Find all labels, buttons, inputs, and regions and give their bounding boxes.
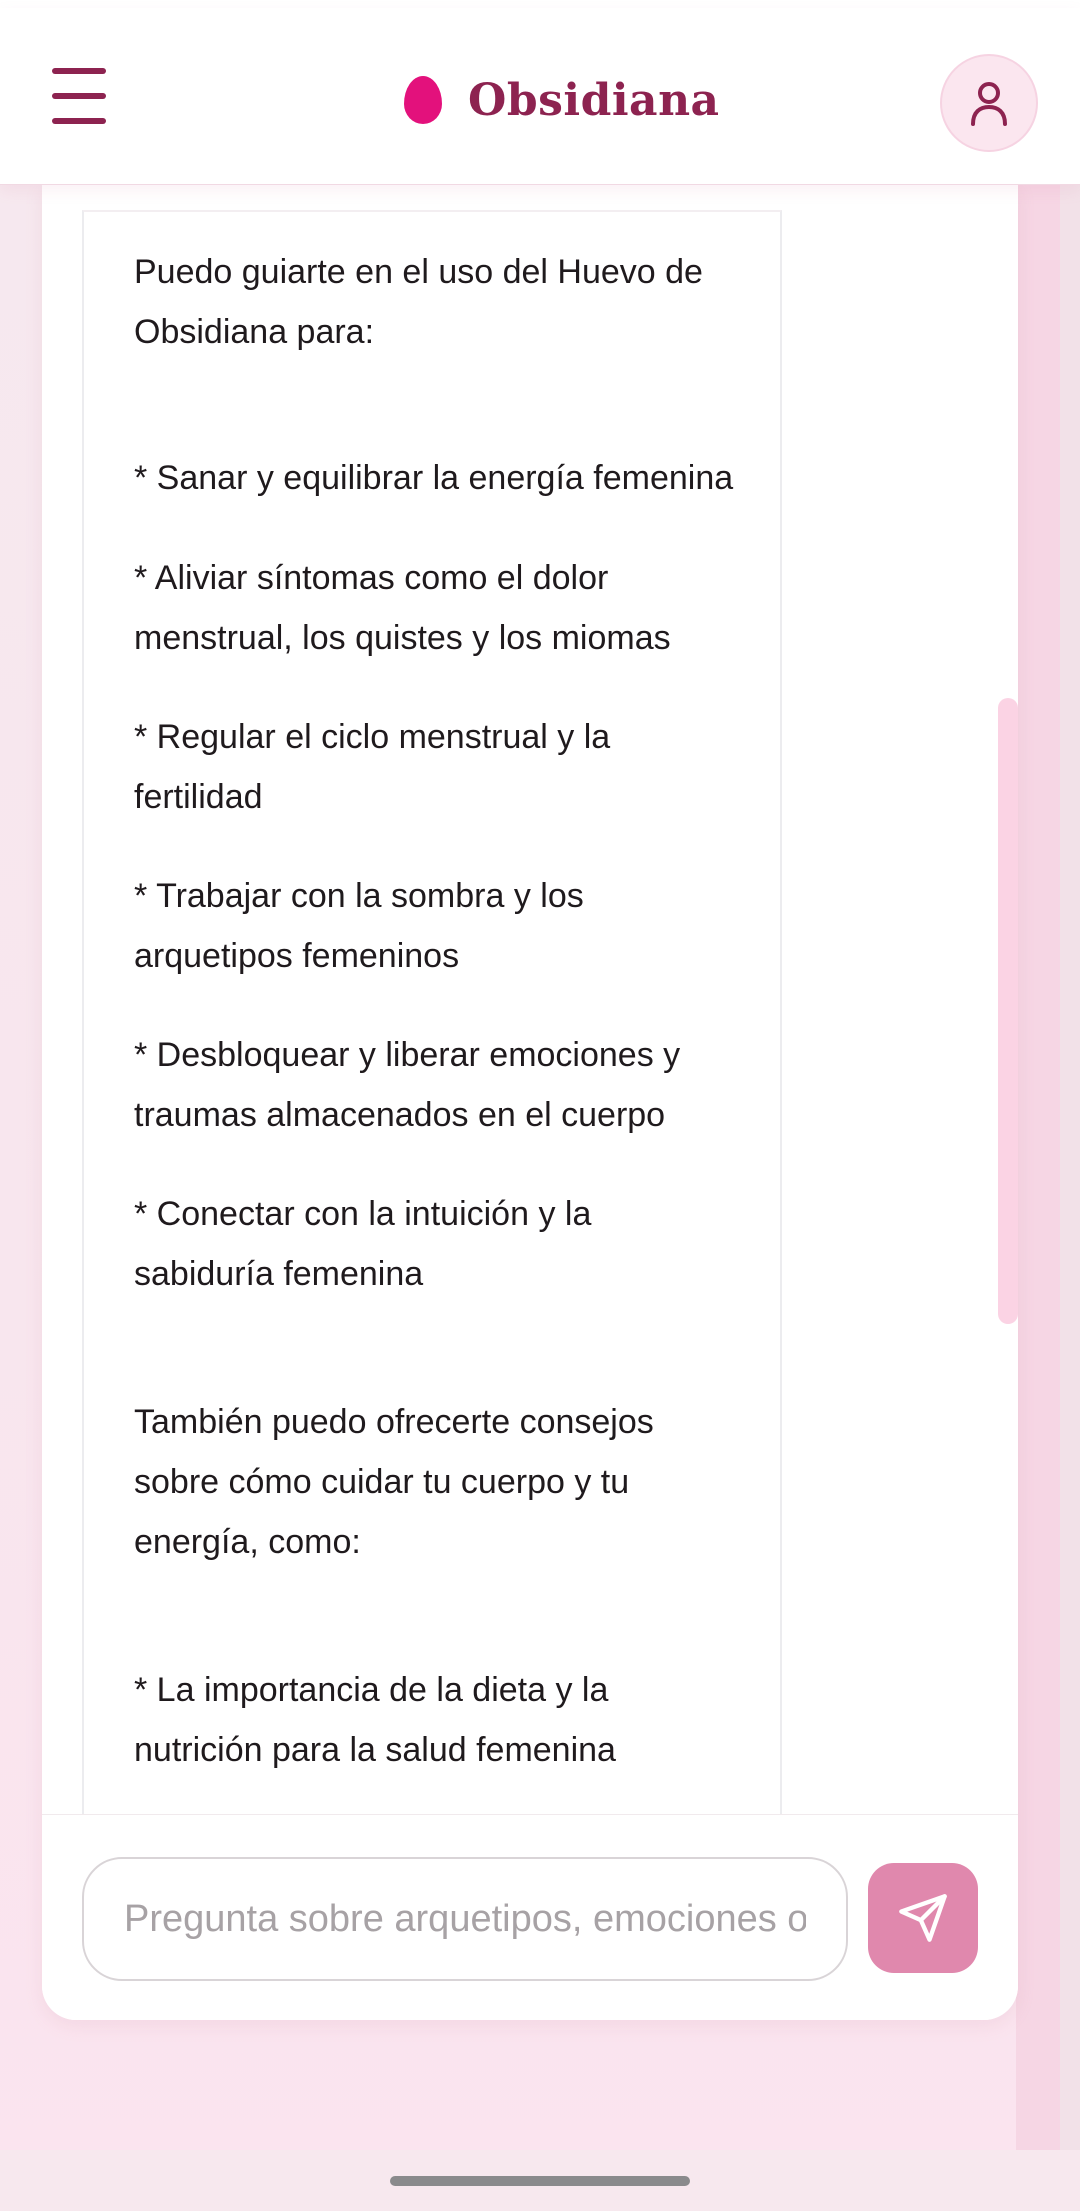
list-item: * Sanar y equilibrar la energía femenina — [134, 459, 734, 497]
egg-icon — [404, 76, 442, 124]
profile-button[interactable] — [940, 54, 1038, 152]
scrollbar-thumb[interactable] — [998, 698, 1018, 1324]
hamburger-menu-icon-bar-top — [52, 68, 106, 74]
hamburger-menu-icon-bar-bottom — [52, 118, 106, 124]
hamburger-menu-icon-bar-middle — [52, 93, 106, 99]
chat-input-bar — [42, 1814, 1018, 2020]
message-list[interactable] — [42, 184, 1018, 1814]
app-header — [0, 8, 1080, 185]
app-title: Obsidiana — [468, 74, 720, 126]
brand[interactable] — [404, 68, 720, 132]
assistant-message — [82, 210, 782, 1814]
list-item: * Regular el ciclo menstrual y la fertilidad — [134, 718, 611, 816]
user-icon — [969, 80, 1009, 126]
message-paragraph: También puedo ofrecerte consejos sobre cómo cuidar tu cuerpo y tu energía, como: — [134, 1403, 654, 1561]
home-indicator[interactable] — [390, 2176, 690, 2186]
menu-button[interactable] — [52, 68, 116, 124]
send-button[interactable] — [868, 1863, 978, 1973]
page-side-band — [1016, 184, 1060, 2150]
list-item: * Conectar con la intuición y la sabiduría femenina — [134, 1195, 592, 1293]
chat-input[interactable] — [82, 1857, 848, 1981]
list-item: * La importancia de la dieta y la nutrición para la salud femenina — [134, 1671, 616, 1769]
chat-panel — [42, 184, 1018, 2020]
list-item: * Trabajar con la sombra y los arquetipos femeninos — [134, 877, 584, 975]
page-edge — [1060, 184, 1080, 2150]
list-item: * Desbloquear y liberar emociones y traumas almacenados en el cuerpo — [134, 1036, 681, 1134]
list-item: * Aliviar síntomas como el dolor menstrual, los quistes y los miomas — [134, 559, 671, 657]
message-paragraph: Puedo guiarte en el uso del Huevo de Obsidiana para: — [134, 253, 703, 351]
send-icon — [897, 1892, 949, 1944]
